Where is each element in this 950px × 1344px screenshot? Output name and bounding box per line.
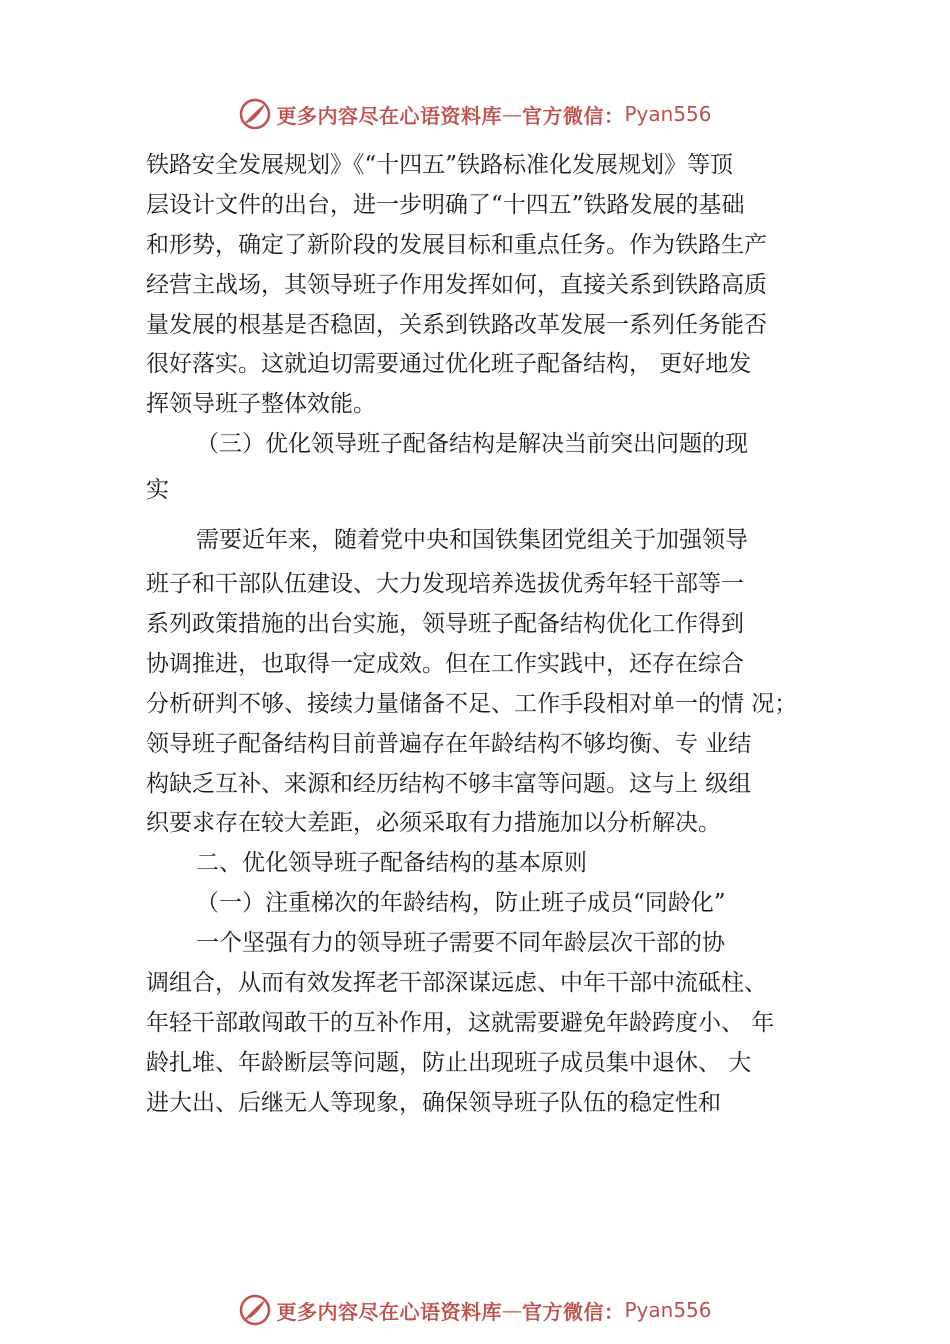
text-line: 系列政策措施的出台实施，领导班子配备结构优化工作得到 (146, 611, 744, 638)
quill-seal-icon (238, 97, 272, 131)
text-line: 实 (146, 477, 169, 504)
quill-seal-icon (238, 1293, 272, 1327)
text-line: 织要求存在较大差距，必须采取有力措施加以分析解决。 (146, 810, 721, 837)
text-line: 很好落实。这就迫切需要通过优化班子配备结构， 更好地发 (146, 351, 752, 378)
text-line: 协调推进，也取得一定成效。但在工作实践中，还存在综合 (146, 650, 744, 677)
text-line: 层设计文件的出台，进一步明确了“十四五”铁路发展的基础 (146, 191, 745, 218)
text-line: 年轻干部敢闯敢干的互补作用，这就需要避免年龄跨度小、 年 (146, 1009, 775, 1036)
footer-banner (0, 1290, 950, 1330)
banner-site-text: 更多内容尽在心语资料库 (276, 103, 502, 128)
text-line: 班子和干部队伍建设、大力发现培养选拔优秀年轻干部等一 (146, 571, 744, 598)
banner-wechat-label: 官方微信： (521, 1299, 625, 1324)
text-line: 二、优化领导班子配备结构的基本原则 (196, 850, 587, 877)
banner-wechat-label: 官方微信： (521, 103, 625, 128)
text-line: 铁路安全发展规划》《“十四五”铁路标准化发展规划》等顶 (146, 152, 734, 178)
text-line: 领导班子配备结构目前普遍存在年龄结构不够均衡、专 业结 (146, 730, 752, 757)
banner-wechat-id: Pyan556 (624, 1298, 712, 1322)
text-line: 需要近年来，随着党中央和国铁集团党组关于加强领导 (196, 527, 748, 554)
text-line: 经营主战场，其领导班子作用发挥如何，直接关系到铁路高质 (146, 271, 767, 298)
document-body (146, 146, 846, 1124)
text-line: （一）注重梯次的年龄结构，防止班子成员“同龄化” (196, 890, 726, 917)
text-line: 分析研判不够、接续力量储备不足、工作手段相对单一的情 况； (146, 690, 798, 717)
banner-site-text: 更多内容尽在心语资料库 (276, 1299, 502, 1324)
banner-separator: — (501, 1298, 522, 1322)
text-line: 构缺乏互补、来源和经历结构不够丰富等问题。这与上 级组 (146, 770, 752, 797)
text-line: 量发展的根基是否稳固，关系到铁路改革发展一系列任务能否 (146, 311, 767, 338)
banner-wechat-id: Pyan556 (624, 102, 712, 126)
banner-separator: — (501, 102, 522, 126)
text-line: 一个坚强有力的领导班子需要不同年龄层次干部的协 (196, 930, 725, 957)
text-line: 挥领导班子整体效能。 (146, 391, 376, 418)
text-line: 调组合，从而有效发挥老干部深谋远虑、中年干部中流砥柱、 (146, 970, 767, 997)
header-banner (0, 94, 950, 134)
text-line: 龄扎堆、年龄断层等问题，防止出现班子成员集中退休、 大 (146, 1049, 752, 1076)
text-line: 和形势，确定了新阶段的发展目标和重点任务。作为铁路生产 (146, 231, 767, 258)
text-line: 进大出、后继无人等现象，确保领导班子队伍的稳定性和 (146, 1089, 721, 1116)
text-line: （三）优化领导班子配备结构是解决当前突出问题的现 (196, 431, 748, 458)
